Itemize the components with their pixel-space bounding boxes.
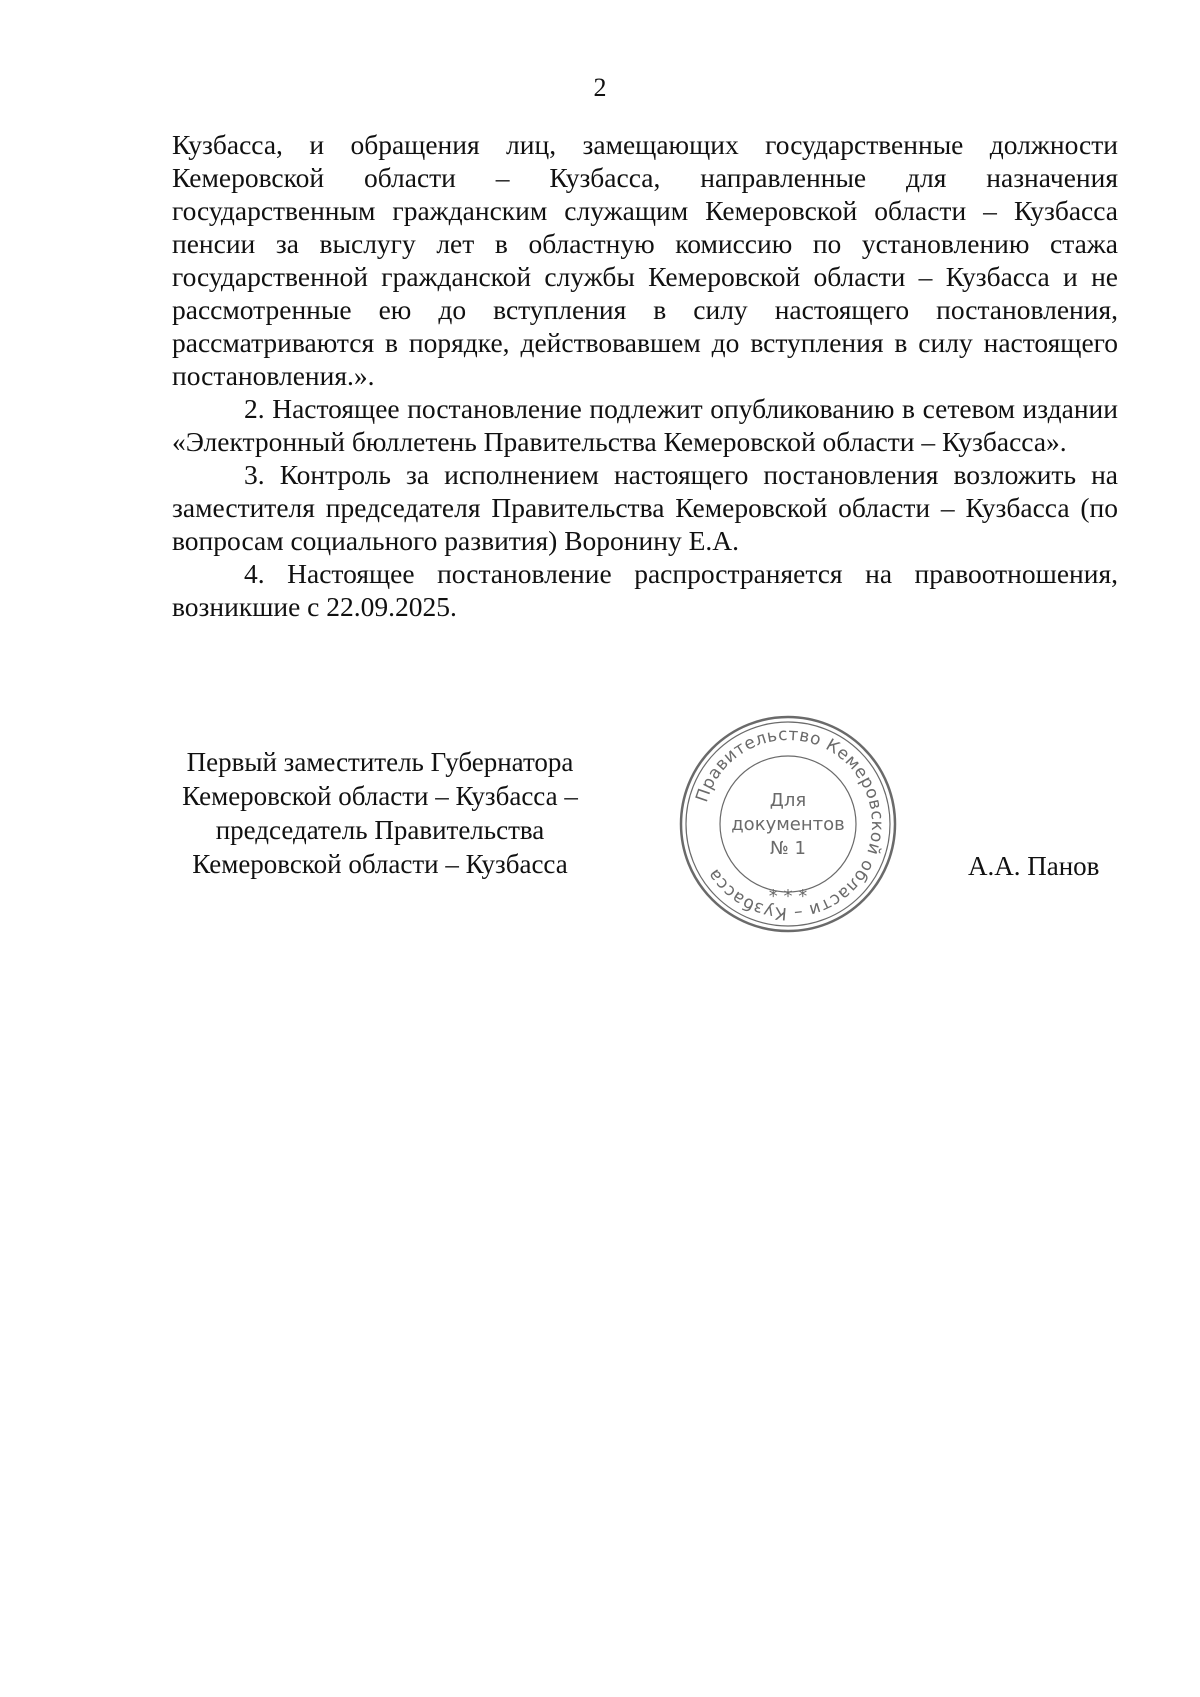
signature-position-line: Кемеровской области – Кузбасса — [192, 849, 568, 879]
paragraph-item-2: 2. Настоящее постановление подлежит опубликованию в сетевом издании «Электронный бюллетень Правительства Кемеровской области – Кузбасса». — [172, 393, 1118, 457]
stamp-center-line: документов — [731, 814, 845, 835]
paragraph-item-3: 3. Контроль за исполнением настоящего постановления возложить на заместителя председателя Правительства Кемеровской области – Кузбасса (по вопросам социального развития) Воронину Е.А. — [172, 459, 1118, 556]
official-stamp — [676, 712, 900, 936]
stamp-stars: * * * — [768, 886, 808, 907]
stamp-seal-graphic — [676, 712, 900, 936]
stamp-center-line: № 1 — [770, 838, 806, 859]
signature-position — [160, 745, 600, 881]
signature-position-line: Первый заместитель Губернатора — [186, 747, 574, 777]
stamp-center-line: Для — [769, 790, 807, 811]
signature-position-line: Кемеровской области – Кузбасса – — [182, 781, 578, 811]
signature-position-line: председатель Правительства — [215, 815, 545, 845]
document-body — [172, 128, 1118, 623]
stamp-ring-text: Правительство Кемеровской области – Кузбасса — [692, 724, 888, 924]
signer-name: А.А. Панов — [968, 851, 1100, 881]
paragraph-item-4: 4. Настоящее постановление распространяется на правоотношения, возникшие с 22.09.2025. — [172, 558, 1118, 622]
paragraph-continuation: Кузбасса, и обращения лиц, замещающих государственные должности Кемеровской области – Кузбасса, направленные для назначения государственным гражданским служащим Кемеровской области – Кузбасса пенсии за выслугу лет в областную комиссию по установлению стажа государственной гражданской службы Кемеровской области – Кузбасса и не рассмотренные ею до вступления в силу настоящего постановления, рассматриваются в порядке, действовавшем до вступления в силу настоящего постановления.». — [172, 129, 1118, 391]
page-number: 2 — [593, 73, 607, 102]
